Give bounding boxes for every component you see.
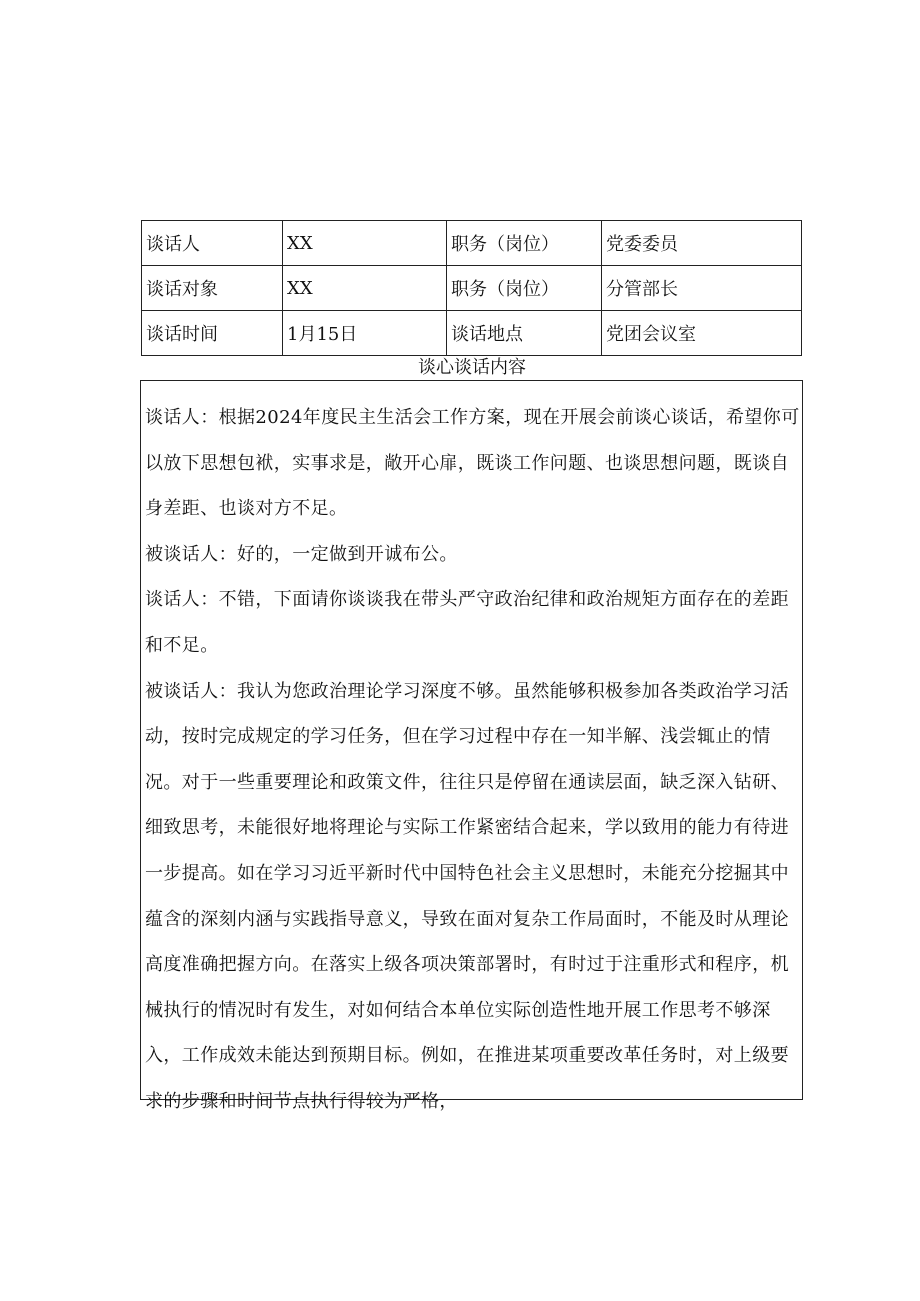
- value-time: 1月15日: [283, 311, 447, 356]
- label-position: 职务（岗位）: [447, 266, 602, 311]
- paragraph: 被谈话人：我认为您政治理论学习深度不够。虽然能够积极参加各类政治学习活动，按时完成规定的学习任务，但在学习过程中存在一知半解、浅尝辄止的情况。对于一些重要理论和政策文件，往往只是停留在通读层面，缺乏深入钻研、细致思考，未能很好地将理论与实际工作紧密结合起来，学以致用的能力有待进一步提高。如在学习习近平新时代中国特色社会主义思想时，未能充分挖掘其中蕴含的深刻内涵与实践指导意义，导致在面对复杂工作局面时，不能及时从理论高度准确把握方向。在落实上级各项决策部署时，有时过于注重形式和程序，机械执行的情况时有发生，对如何结合本单位实际创造性地开展工作思考不够深入，工作成效未能达到预期目标。例如，在推进某项重要改革任务时，对上级要求的步骤和时间节点执行得较为严格，: [145, 680, 789, 1112]
- value-location: 党团会议室: [602, 311, 802, 356]
- section-title: 谈心谈话内容: [418, 357, 526, 378]
- conversation-content: [145, 395, 802, 1125]
- info-table: [141, 220, 802, 356]
- paragraph: 谈话人：不错，下面请你谈谈我在带头严守政治纪律和政治规矩方面存在的差距和不足。: [145, 589, 789, 656]
- paragraph: 被谈话人：好的，一定做到开诚布公。: [145, 543, 458, 565]
- value-position: 党委委员: [602, 221, 802, 266]
- value-position: 分管部长: [602, 266, 802, 311]
- value-interviewer: XX: [283, 221, 447, 266]
- table-row: [142, 266, 802, 311]
- label-position: 职务（岗位）: [447, 221, 602, 266]
- value-interviewee: XX: [283, 266, 447, 311]
- table-row: [142, 311, 802, 356]
- table-row: [142, 221, 802, 266]
- paragraph: 谈话人：根据2024年度民主生活会工作方案，现在开展会前谈心谈话，希望你可以放下思想包袱，实事求是，敞开心扉，既谈工作问题、也谈思想问题，既谈自身差距、也谈对方不足。: [145, 407, 800, 520]
- conversation-content-box: [140, 380, 803, 1112]
- label-interviewee: 谈话对象: [142, 266, 283, 311]
- label-time: 谈话时间: [142, 311, 283, 356]
- label-interviewer: 谈话人: [142, 221, 283, 266]
- label-location: 谈话地点: [447, 311, 602, 356]
